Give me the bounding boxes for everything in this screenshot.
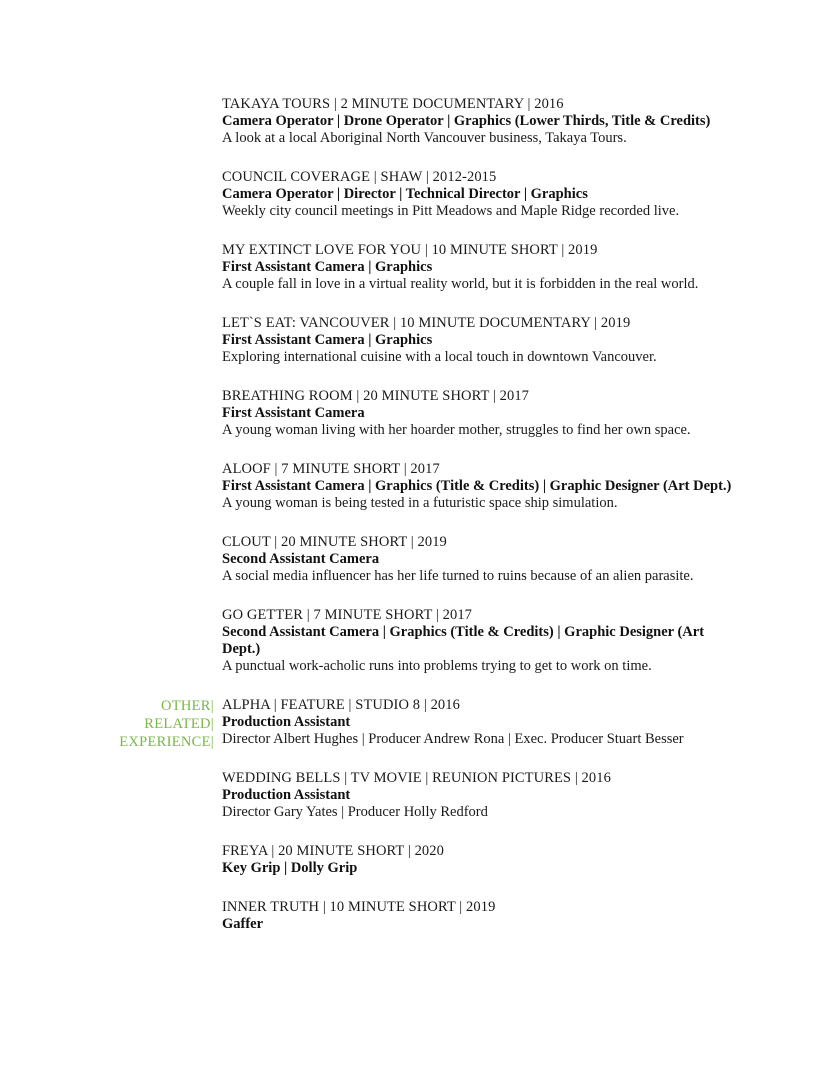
section-label-anchor xyxy=(0,697,214,751)
entry-description: A couple fall in love in a virtual reality world, but it is forbidden in the real world. xyxy=(222,276,699,292)
entry-title: ALPHA | FEATURE | STUDIO 8 | 2016 xyxy=(222,697,460,713)
entry-title: LET`S EAT: VANCOUVER | 10 MINUTE DOCUMENTARY | 2019 xyxy=(222,315,631,331)
credit-entry xyxy=(222,242,733,293)
entry-roles: First Assistant Camera | Graphics xyxy=(222,332,433,348)
credit-entry xyxy=(119,697,733,750)
entry-title: GO GETTER | 7 MINUTE SHORT | 2017 xyxy=(222,607,473,623)
entry-title: COUNCIL COVERAGE | SHAW | 2012-2015 xyxy=(222,169,497,185)
entry-title: ALOOF | 7 MINUTE SHORT | 2017 xyxy=(222,461,440,477)
credit-entry xyxy=(222,169,733,220)
credit-entry xyxy=(222,534,733,585)
entry-description: A punctual work-acholic runs into problems trying to get to work on time. xyxy=(222,658,652,674)
entry-roles: Production Assistant xyxy=(222,714,351,730)
entry-description: Weekly city council meetings in Pitt Meadows and Maple Ridge recorded live. xyxy=(222,203,680,219)
entry-roles: Gaffer xyxy=(222,916,264,932)
entry-title: TAKAYA TOURS | 2 MINUTE DOCUMENTARY | 2016 xyxy=(222,96,564,112)
entry-description: A young woman living with her hoarder mother, struggles to find her own space. xyxy=(222,422,691,438)
entry-title: CLOUT | 20 MINUTE SHORT | 2019 xyxy=(222,534,447,550)
entry-roles: Key Grip | Dolly Grip xyxy=(222,860,358,876)
credit-entry xyxy=(222,770,733,821)
credit-entry xyxy=(222,607,733,675)
entry-roles: First Assistant Camera xyxy=(222,405,365,421)
credit-entry xyxy=(222,315,733,366)
entry-roles: Production Assistant xyxy=(222,787,351,803)
credit-entry xyxy=(222,96,733,147)
entry-description: A social media influencer has her life turned to ruins because of an alien parasite. xyxy=(222,568,694,584)
entry-description: A look at a local Aboriginal North Vancouver business, Takaya Tours. xyxy=(222,130,627,146)
credit-entry xyxy=(222,461,733,512)
entry-roles: First Assistant Camera | Graphics (Title & Credits) | Graphic Designer (Art Dept.) xyxy=(222,478,732,494)
section-label-line: EXPERIENCE| xyxy=(119,734,214,750)
entry-roles: Second Assistant Camera | Graphics (Title & Credits) | Graphic Designer (Art Dept.) xyxy=(222,624,705,657)
entry-roles: Camera Operator | Director | Technical Director | Graphics xyxy=(222,186,588,202)
entry-description: A young woman is being tested in a futuristic space ship simulation. xyxy=(222,495,618,511)
entry-description: Director Albert Hughes | Producer Andrew Rona | Exec. Producer Stuart Besser xyxy=(222,731,684,747)
entry-description: Exploring international cuisine with a local touch in downtown Vancouver. xyxy=(222,349,657,365)
section-label-line: OTHER| xyxy=(160,698,214,714)
entry-title: FREYA | 20 MINUTE SHORT | 2020 xyxy=(222,843,444,859)
section-label-line: RELATED| xyxy=(144,716,214,732)
entry-title: BREATHING ROOM | 20 MINUTE SHORT | 2017 xyxy=(222,388,530,404)
entry-roles: Second Assistant Camera xyxy=(222,551,380,567)
entry-roles: Camera Operator | Drone Operator | Graphics (Lower Thirds, Title & Credits) xyxy=(222,113,711,129)
credit-entry xyxy=(222,388,733,439)
entry-title: WEDDING BELLS | TV MOVIE | REUNION PICTURES | 2016 xyxy=(222,770,611,786)
entry-title: MY EXTINCT LOVE FOR YOU | 10 MINUTE SHORT | 2019 xyxy=(222,242,598,258)
entry-description: Director Gary Yates | Producer Holly Redford xyxy=(222,804,488,820)
credit-entry xyxy=(222,899,733,933)
entry-title: INNER TRUTH | 10 MINUTE SHORT | 2019 xyxy=(222,899,496,915)
entry-roles: First Assistant Camera | Graphics xyxy=(222,259,433,275)
resume-content xyxy=(0,96,833,933)
section-label-other-related-experience xyxy=(0,697,214,751)
credit-entry xyxy=(222,843,733,877)
